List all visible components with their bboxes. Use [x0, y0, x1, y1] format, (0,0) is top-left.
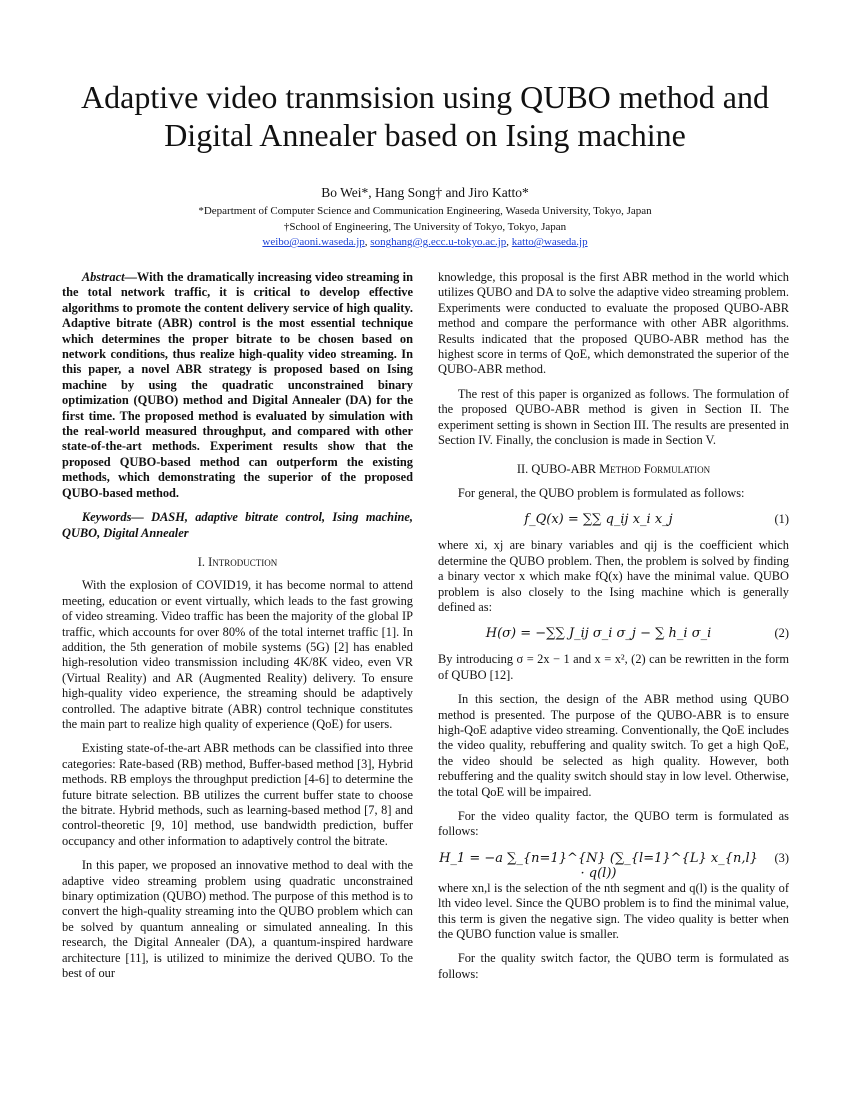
section-numeral: II.: [516, 462, 529, 477]
equation-number: (3): [774, 850, 789, 865]
keywords: [62, 510, 413, 541]
keywords-text: — DASH, adaptive bitrate control, Ising machine, QUBO, Digital Annealer: [62, 510, 413, 540]
paragraph: where xi, xj are binary variables and qij is the coefficient which determine the QUBO problem. Then, the problem is solved by finding a binary vector x which make fQ(x) have the minimal value. QUBO problem is also closely to the Ising machine which is generally defined as:: [438, 538, 789, 614]
paper-title: [40, 78, 810, 154]
paragraph: where xn,l is the selection of the nth segment and q(l) is the quality of lth video level. Since the QUBO problem is to find the minimal value, this term is given the negative sign. The video quality is better when the QUBO function value is smaller.: [438, 880, 789, 941]
equation-number: (2): [774, 626, 789, 641]
equation-1: [438, 510, 789, 532]
abstract: [62, 270, 413, 501]
email-link-song[interactable]: songhang@g.ecc.u-tokyo.ac.jp: [370, 236, 507, 248]
equation-2: [438, 624, 789, 646]
equation-body: f_Q(x) = ∑∑ q_ij x_i x_j: [524, 512, 673, 528]
abstract-lead: Abstract: [81, 270, 125, 284]
section-heading-formulation: [438, 462, 789, 477]
section-heading-introduction: [62, 555, 413, 570]
equation-3: [438, 849, 789, 882]
paragraph: In this section, the design of the ABR method using QUBO method is presented. The purpose of the QUBO-ABR is to ensure high-QoE adaptive video streaming. Conventionally, the QoE includes the video quality, rebuffering and quality switch. To get a high QoE, the video should be selected as high quality. However, both rebuffering and the quality switch should stay in low level. Otherwise, the total QoE will be impaired.: [438, 692, 789, 799]
email-link-katto[interactable]: katto@waseda.jp: [511, 236, 588, 248]
email-link-wei[interactable]: weibo@aoni.waseda.jp: [262, 236, 365, 248]
paragraph: By introducing σ = 2x − 1 and x = x², (2) can be rewritten in the form of QUBO [12].: [438, 652, 789, 682]
section-numeral: I.: [197, 554, 205, 569]
section-title: Introduction: [208, 554, 278, 569]
section-title: QUBO-ABR Method Formulation: [531, 462, 711, 477]
equation-body: H_1 = −a ∑_{n=1}^{N} (∑_{l=1}^{L} x_{n,l} · q(l)): [439, 850, 758, 882]
abstract-text: —With the dramatically increasing video streaming in the total network traffic, it is critical to develop effective algorithms to promote the content delivery service of high quality. Adaptive bitrate (ABR) control is the most essential technique which determines the proper bitrate to be chosen based on network conditions, thus realize high-quality video streaming. In this paper, a novel ABR strategy is proposed based on Ising machine by using the quadratic unconstrained binary optimization (QUBO) method and Digital Annealer (DA) for the first time. The proposed method is evaluated by simulation with the real-world measured throughput, and compared with other state-of-the-art methods. Experiment results show that the proposed QUBO-based method can outperform the existing methods, which demonstrating the superior of the proposed QUBO-based method.: [62, 270, 413, 500]
title-line-1: Adaptive video tranmsision using QUBO method and: [81, 79, 769, 115]
affiliation-waseda: *Department of Computer Science and Communication Engineering, Waseda University, Tokyo, Japan: [198, 205, 652, 217]
equation-number: (1): [774, 512, 789, 527]
left-column: [62, 270, 413, 990]
paragraph: In this paper, we proposed an innovative method to deal with the adaptive video streaming problem using quadratic unconstrained binary optimization (QUBO) method. The purpose of this method is to convert the high-quality streaming into the QUBO problem which can be solved by quantum annealing or simulated annealing. In this research, the Digital Annealer (DA), a quantum-inspired hardware architecture [11], is utilized to minimize the derived QUBO. To the best of our: [62, 858, 413, 981]
author-list: Bo Wei*, Hang Song† and Jiro Katto*: [321, 185, 529, 200]
keywords-lead: Keywords: [81, 510, 132, 525]
paragraph: Existing state-of-the-art ABR methods can be classified into three categories: Rate-based (RB) method, Buffer-based method [3], Hybrid methods. RB employs the throughput prediction [4-6] to determine the future bitrate selection. BB utilizes the current buffer state to choose the bitrate. Hybrid methods, such as learning-based method [7, 8] and control-theoretic [9, 10] method, use bandwidth prediction, buffer occupancy and other information to adaptively control the bitrate.: [62, 741, 413, 848]
affiliation-tokyo: †School of Engineering, The University of Tokyo, Tokyo, Japan: [283, 221, 567, 233]
paragraph: For the video quality factor, the QUBO term is formulated as follows:: [438, 808, 789, 839]
equation-body: H(σ) = −∑∑ J_ij σ_i σ_j − ∑ h_i σ_i: [485, 626, 712, 642]
email-separator: ,: [364, 236, 371, 248]
right-column: [438, 270, 789, 991]
email-separator: ,: [506, 236, 512, 248]
paragraph: For the quality switch factor, the QUBO term is formulated as follows:: [438, 951, 789, 981]
title-line-2: Digital Annealer based on Ising machine: [164, 117, 686, 153]
paragraph: With the explosion of COVID19, it has become normal to attend meeting, education or event virtually, which leads to the fast growing of video streaming. Video traffic has been the majority of the global IP traffic, which accounts for over 80% of the total internet traffic [1]. In addition, the 5th generation of mobile systems (5G) [2] has enabled high-resolution video transmission including 4K/8K video, even VR (Virtual Reality) and AR (Augmented Reality) delivery. To ensure high-quality video experience, the streaming should be adaptively controlled. The adaptive bitrate (ABR) control technique constitutes the main part to realize high quality of experience (QoE) for users.: [62, 578, 413, 731]
email-list: [40, 236, 810, 248]
paragraph: The rest of this paper is organized as follows. The formulation of the proposed QUBO-ABR method is given in Section II. The experiment setting is shown in Section III. The results are presented in Section IV. Finally, the conclusion is made in Section V.: [438, 386, 789, 448]
paragraph: knowledge, this proposal is the first ABR method in the world which utilizes QUBO and DA to solve the adaptive video streaming problem. Experiments were conducted to evaluate the proposed QUBO-ABR method and compare the performance with other ABR algorithms. Results indicated that the proposed QUBO-ABR method has the highest score in terms of QoE, which demonstrated the superior of the QUBO-ABR method.: [438, 270, 789, 377]
paragraph: For general, the QUBO problem is formulated as follows:: [457, 485, 745, 500]
